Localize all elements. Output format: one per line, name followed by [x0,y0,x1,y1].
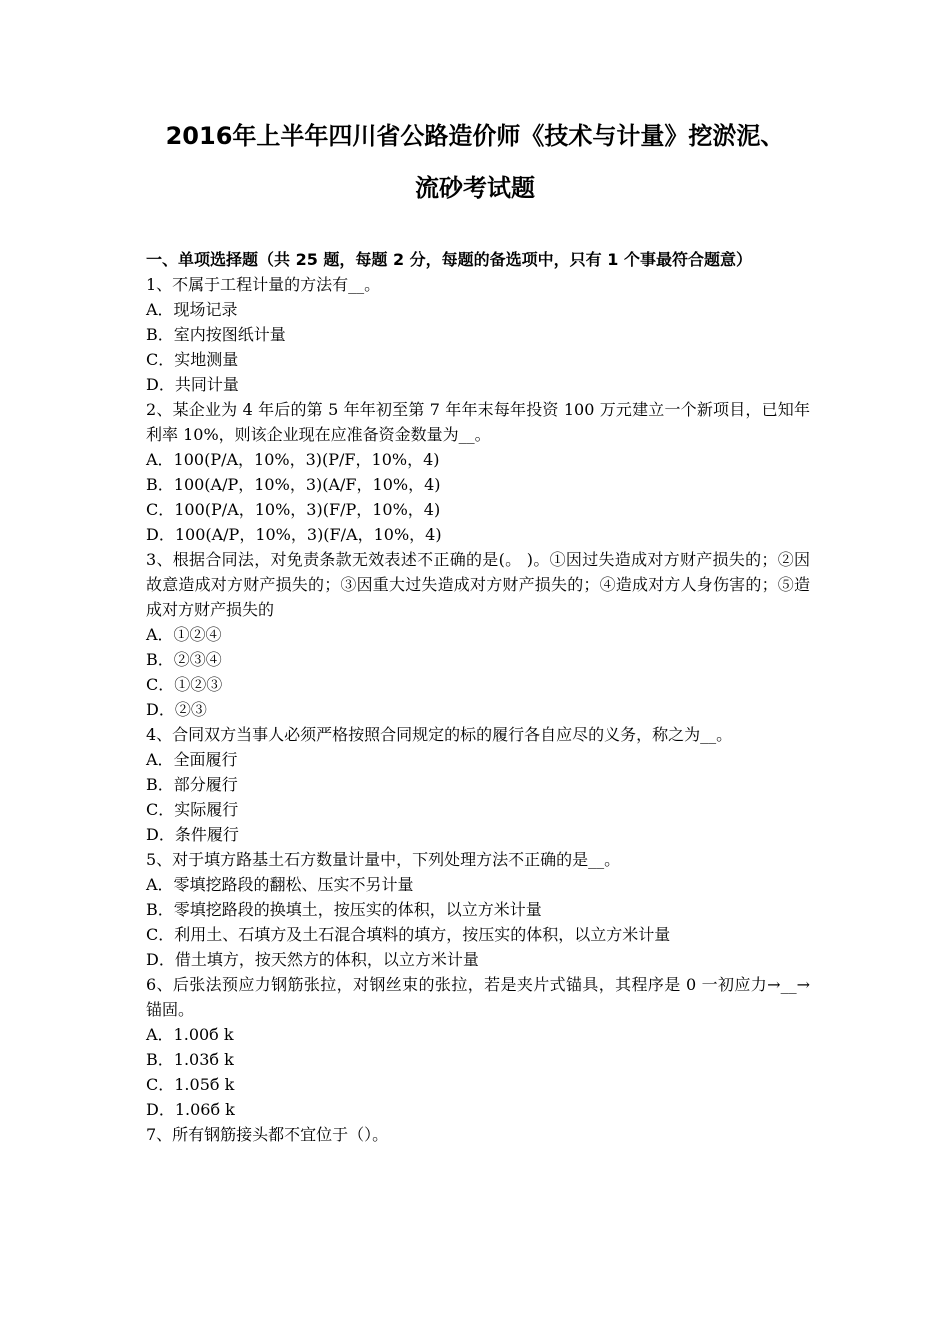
option-c: C．实际履行 [146,800,239,819]
option-b: B．室内按图纸计量 [146,325,286,344]
question-1 [146,272,810,397]
option-d: D．共同计量 [146,375,239,394]
option-a: A．100(P/A，10%，3)(P/F，10%，4) [146,450,440,469]
option-c: C．100(P/A，10%，3)(F/P，10%，4) [146,500,441,519]
question-4 [146,722,810,847]
option-c: C．1.05б k [146,1075,235,1094]
question-5 [146,847,810,972]
option-a: A．现场记录 [146,300,238,319]
option-b: B．②③④ [146,650,222,669]
option-b: B．100(A/P，10%，3)(A/F，10%，4) [146,475,441,494]
question-text: 4、合同双方当事人必须严格按照合同规定的标的履行各自应尽的义务，称之为__。 [146,725,733,744]
option-a: A．零填挖路段的翻松、压实不另计量 [146,875,414,894]
option-c: C．①②③ [146,675,223,694]
question-6 [146,972,810,1122]
option-b: B．零填挖路段的换填土，按压实的体积，以立方米计量 [146,900,542,919]
document-body [146,247,810,1147]
option-d: D．条件履行 [146,825,239,844]
document-title-line1: 2016年上半年四川省公路造价师《技术与计量》挖淤泥、 [165,122,785,150]
question-2 [146,397,810,547]
option-a: A．1.00б k [146,1025,234,1044]
question-text: 7、所有钢筋接头都不宜位于（）。 [146,1125,389,1144]
option-c: C．实地测量 [146,350,239,369]
option-a: A．①②④ [146,625,222,644]
option-d: D．1.06б k [146,1100,235,1119]
option-b: B．部分履行 [146,775,238,794]
question-text: 3、根据合同法，对免责条款无效表述不正确的是(。 )。①因过失造成对方财产损失的；②因故意造成对方财产损失的；③因重大过失造成对方财产损失的；④造成对方人身伤害的；⑤造成对方财产损失的 [146,550,810,619]
option-d: D．②③ [146,700,207,719]
section-heading: 一、单项选择题（共 25 题，每题 2 分，每题的备选项中，只有 1 个事最符合题意） [146,250,752,269]
option-d: D．借土填方，按天然方的体积，以立方米计量 [146,950,479,969]
question-text: 2、某企业为 4 年后的第 5 年年初至第 7 年年末每年投资 100 万元建立一个新项目，已知年利率 10%，则该企业现在应准备资金数量为__。 [146,400,810,444]
question-7 [146,1122,810,1147]
option-a: A．全面履行 [146,750,238,769]
question-text: 1、不属于工程计量的方法有__。 [146,275,381,294]
question-text: 5、对于填方路基土石方数量计量中，下列处理方法不正确的是__。 [146,850,621,869]
document-title-line2: 流砂考试题 [415,174,535,202]
option-c: C．利用土、石填方及土石混合填料的填方，按压实的体积，以立方米计量 [146,925,671,944]
option-b: B．1.03б k [146,1050,234,1069]
question-text: 6、后张法预应力钢筋张拉，对钢丝束的张拉，若是夹片式锚具，其程序是 0 一初应力→__→锚固。 [146,975,810,1019]
option-d: D．100(A/P，10%，3)(F/A，10%，4) [146,525,442,544]
question-3 [146,547,810,722]
